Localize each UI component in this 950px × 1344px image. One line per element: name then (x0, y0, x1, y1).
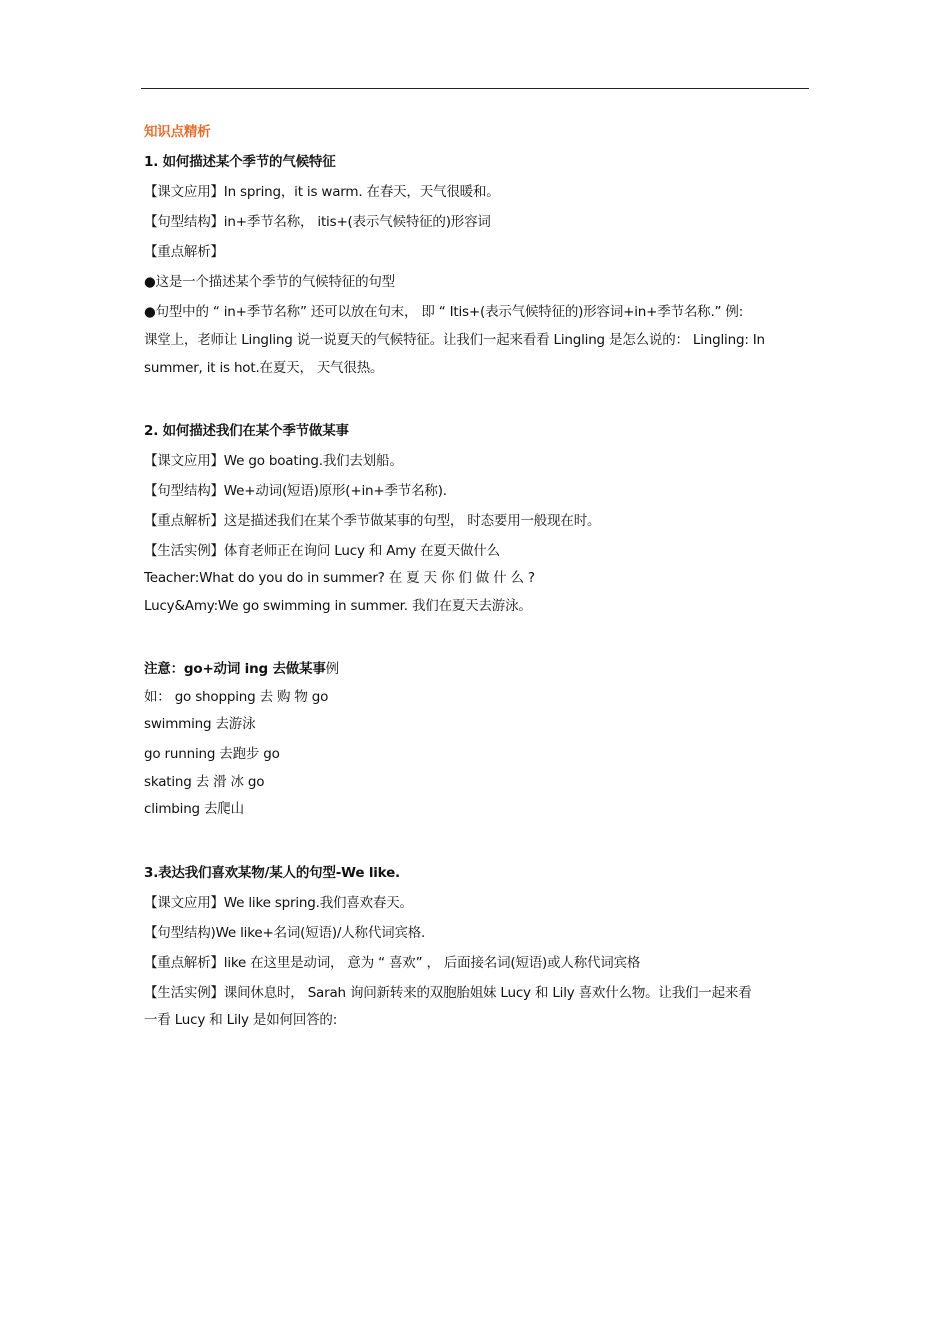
paragraph: 【生活实例】课间休息时， Sarah 询问新转来的双胞胎姐妹 Lucy 和 Lily 喜欢什么物。让我们一起来看 (144, 985, 752, 1001)
paragraph: skating 去 滑 冰 go (144, 774, 265, 790)
heading-3: 3.表达我们喜欢某物/某人的句型-We like. (144, 865, 400, 881)
note-title: 注意：go+动词 ing 去做某事 (144, 661, 326, 677)
paragraph: swimming 去游泳 (144, 716, 256, 732)
header-rule (141, 88, 809, 89)
paragraph: 【句型结构)We like+名词(短语)/人称代词宾格. (144, 925, 426, 941)
paragraph: 【课文应用】We go boating.我们去划船。 (144, 453, 403, 469)
paragraph: Lucy&Amy:We go swimming in summer. 我们在夏天去游泳。 (144, 598, 532, 614)
paragraph: ●这是一个描述某个季节的气候特征的句型 (144, 274, 395, 290)
paragraph: summer, it is hot.在夏天， 天气很热。 (144, 360, 384, 376)
paragraph: 一看 Lucy 和 Lily 是如何回答的: (144, 1012, 338, 1028)
section-label: 知识点精析 (144, 124, 211, 140)
paragraph: 【重点解析】like 在这里是动词， 意为 “ 喜欢” ， 后面接名词(短语)或人称代词宾格 (144, 955, 641, 971)
paragraph: go running 去跑步 go (144, 746, 280, 762)
paragraph: 【课文应用】In spring，it is warm. 在春天，天气很暖和。 (144, 184, 500, 200)
paragraph: 【课文应用】We like spring.我们喜欢春天。 (144, 895, 413, 911)
paragraph: 【重点解析】这是描述我们在某个季节做某事的句型， 时态要用一般现在时。 (144, 513, 601, 529)
paragraph: 【句型结构】We+动词(短语)原形(+in+季节名称). (144, 483, 447, 499)
paragraph: climbing 去爬山 (144, 801, 244, 817)
paragraph: 课堂上，老师让 Lingling 说一说夏天的气候特征。让我们一起来看看 Lingling 是怎么说的： Lingling: In (144, 332, 765, 348)
heading-2: 2. 如何描述我们在某个季节做某事 (144, 423, 349, 439)
paragraph: 【重点解析】 (144, 244, 224, 260)
heading-1: 1. 如何描述某个季节的气候特征 (144, 154, 336, 170)
paragraph: 【句型结构】in+季节名称， itis+(表示气候特征的)形容词 (144, 214, 491, 230)
paragraph: 如： go shopping 去 购 物 go (144, 689, 329, 705)
note-heading (144, 659, 339, 679)
paragraph: ●句型中的 “ in+季节名称” 还可以放在句末， 即 “ Itis+(表示气候特征的)形容词+in+季节名称.” 例: (144, 304, 744, 320)
note-title-rest: 例 (325, 661, 339, 677)
paragraph: Teacher:What do you do in summer? 在 夏 天 你 们 做 什 么 ? (144, 570, 535, 586)
paragraph: 【生活实例】体育老师正在询问 Lucy 和 Amy 在夏天做什么 (144, 543, 500, 559)
